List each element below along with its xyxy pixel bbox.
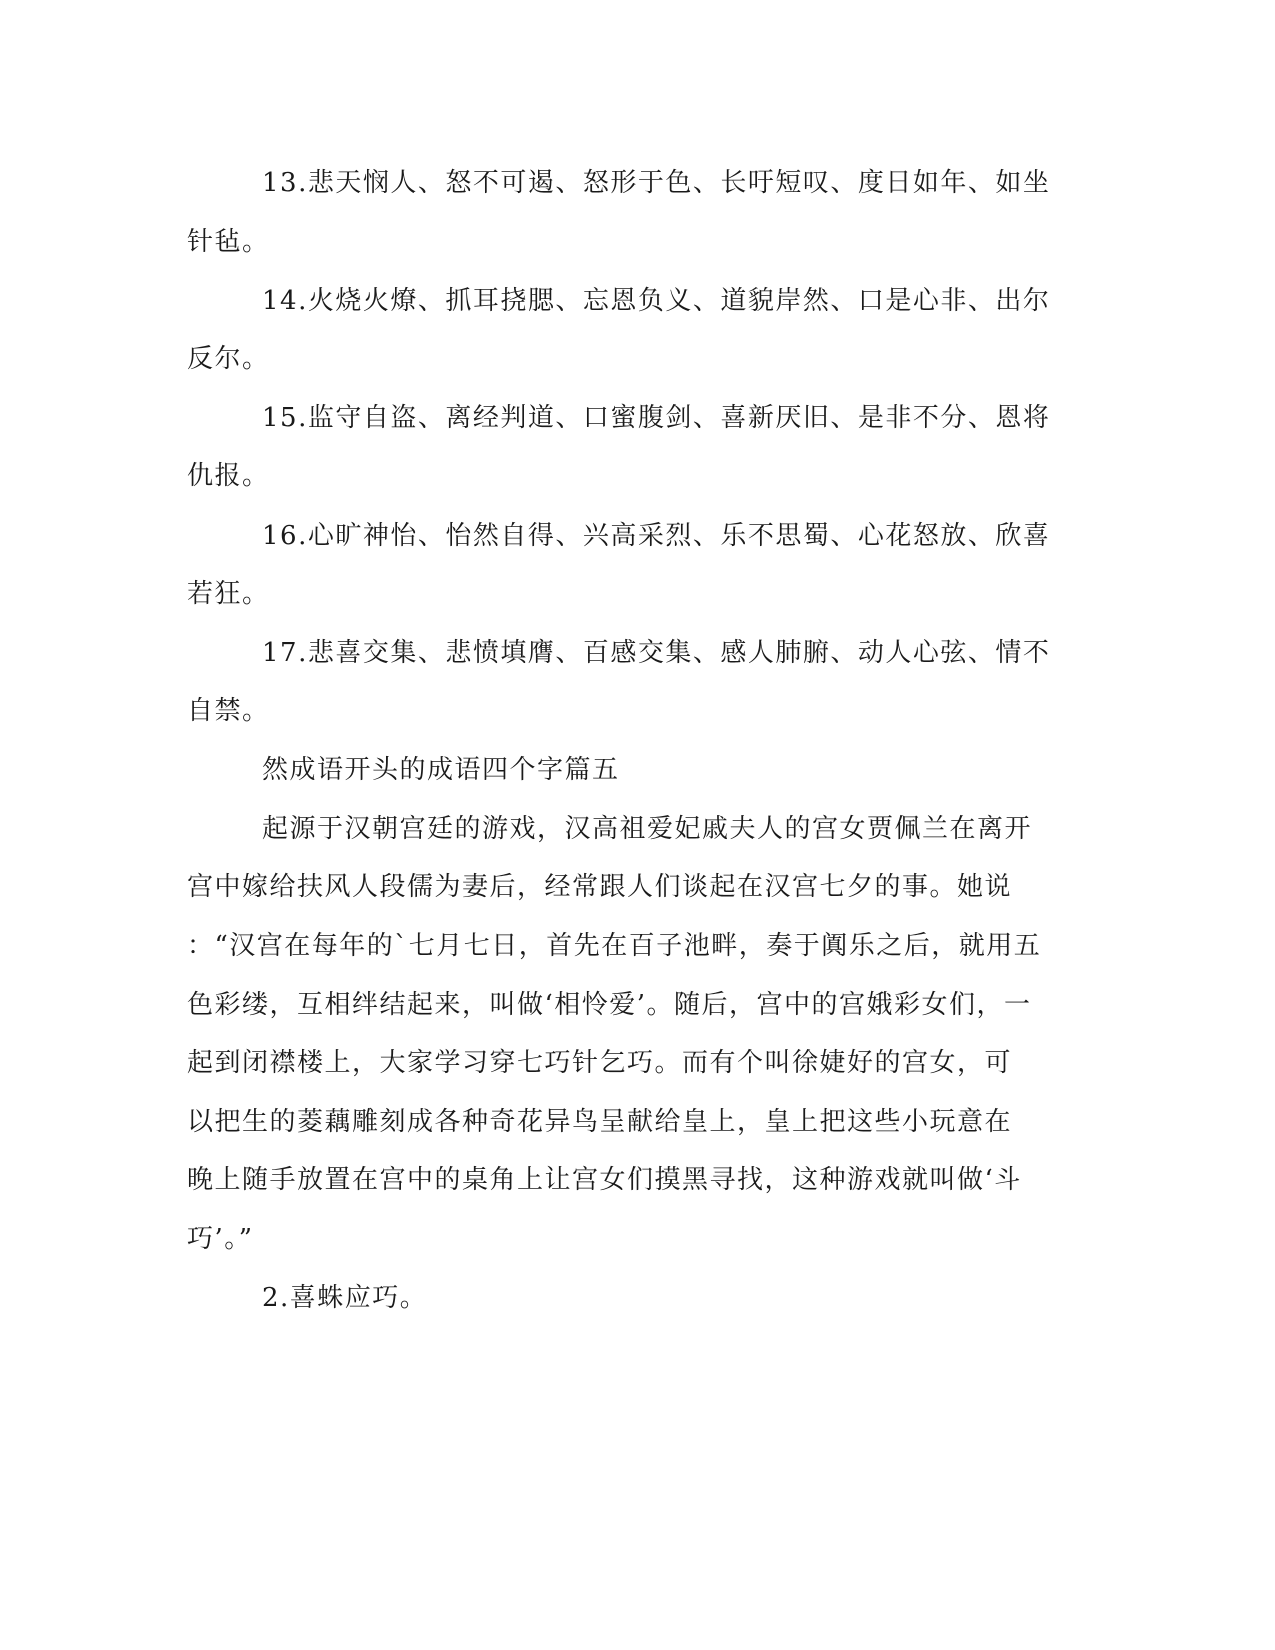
story-line-3: ：“汉宫在每年的`七月七日，首先在百子池畔，奏于阗乐之后，就用五 bbox=[187, 931, 1042, 961]
story-line-6: 以把生的菱藕雕刻成各种奇花异鸟呈献给皇上，皇上把这些小玩意在 bbox=[187, 1107, 1013, 1137]
paragraph-15-line-1: 15.监守自盗、离经判道、口蜜腹剑、喜新厌旧、是非不分、恩将 bbox=[262, 403, 1051, 433]
paragraph-13-line-1: 13.悲天悯人、怒不可遏、怒形于色、长吁短叹、度日如年、如坐 bbox=[262, 168, 1051, 198]
paragraph-15-line-2: 仇报。 bbox=[187, 461, 270, 491]
paragraph-16-line-1: 16.心旷神怡、怡然自得、兴高采烈、乐不思蜀、心花怒放、欣喜 bbox=[262, 521, 1051, 551]
section-heading: 然成语开头的成语四个字篇五 bbox=[262, 755, 620, 785]
story-line-1: 起源于汉朝宫廷的游戏，汉高祖爱妃戚夫人的宫女贾佩兰在离开 bbox=[262, 814, 1033, 844]
paragraph-17-line-1: 17.悲喜交集、悲愤填膺、百感交集、感人肺腑、动人心弦、情不 bbox=[262, 638, 1051, 668]
story-line-4: 色彩缕，互相绊结起来，叫做‘相怜爱’。随后，宫中的宫娥彩女们，一 bbox=[187, 990, 1032, 1020]
paragraph-17-line-2: 自禁。 bbox=[187, 696, 270, 726]
item-2-heading: 2.喜蛛应巧。 bbox=[262, 1283, 428, 1313]
paragraph-14-line-1: 14.火烧火燎、抓耳挠腮、忘恩负义、道貌岸然、口是心非、出尔 bbox=[262, 286, 1051, 316]
story-line-8: 巧’。” bbox=[187, 1224, 254, 1254]
story-line-7: 晚上随手放置在宫中的桌角上让宫女们摸黑寻找，这种游戏就叫做‘斗 bbox=[187, 1165, 1022, 1195]
paragraph-14-line-2: 反尔。 bbox=[187, 344, 270, 374]
story-line-2: 宫中嫁给扶风人段儒为妻后，经常跟人们谈起在汉宫七夕的事。她说 bbox=[187, 872, 1013, 902]
paragraph-13-line-2: 针毡。 bbox=[187, 227, 270, 257]
paragraph-16-line-2: 若狂。 bbox=[187, 579, 270, 609]
story-line-5: 起到闭襟楼上，大家学习穿七巧针乞巧。而有个叫徐婕好的宫女，可 bbox=[187, 1048, 1013, 1078]
